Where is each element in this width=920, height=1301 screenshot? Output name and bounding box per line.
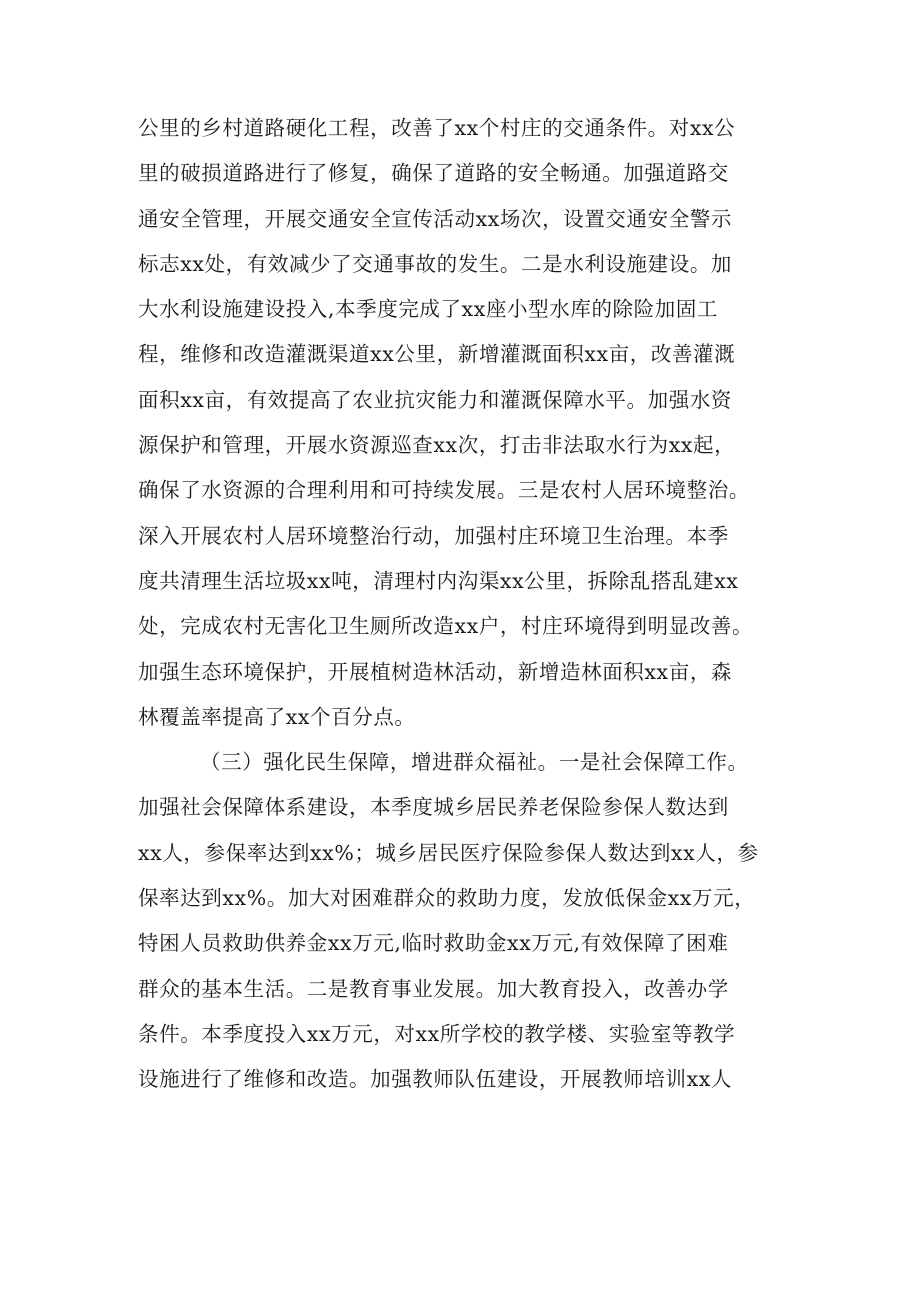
text-line: 通安全管理，开展交通安全宣传活动xx场次，设置交通安全警示 [138, 206, 733, 231]
text-line: 面积xx亩，有效提高了农业抗灾能力和灌溉保障水平。加强水资 [138, 387, 733, 412]
text-line: 特困人员救助供养金xx万元,临时救助金xx万元,有效保障了困难 [138, 931, 729, 956]
text-line: 设施进行了维修和改造。加强教师队伍建设，开展教师培训xx人 [138, 1067, 733, 1092]
text-line: 处，完成农村无害化卫生厕所改造xx户，村庄环境得到明显改善。 [138, 614, 754, 639]
text-line: 林覆盖率提高了xx个百分点。 [138, 704, 416, 729]
text-line: 度共清理生活垃圾xx吨，清理村内沟渠xx公里，拆除乱搭乱建xx [138, 568, 739, 593]
text-line: 公里的乡村道路硬化工程，改善了xx个村庄的交通条件。对xx公 [138, 116, 736, 140]
text-line: 程，维修和改造灌溉渠道xx公里，新增灌溉面积xx亩，改善灌溉 [138, 342, 736, 367]
text-line: 加强生态环境保护，开展植树造林活动，新增造林面积xx亩，森 [138, 659, 733, 684]
text-line: 里的破损道路进行了修复，确保了道路的安全畅通。加强道路交 [138, 161, 729, 186]
text-line: 确保了水资源的合理利用和可持续发展。三是农村人居环境整治。 [138, 478, 750, 503]
text-line: 保率达到xx%。加大对困难群众的救助力度，发放低保金xx万元， [138, 886, 756, 911]
text-line: 标志xx处，有效减少了交通事故的发生。二是水利设施建设。加 [138, 251, 733, 276]
text-line: 大水利设施建设投入,本季度完成了xx座小型水库的除险加固工 [138, 297, 719, 322]
text-line: 群众的基本生活。二是教育事业发展。加大教育投入，改善办学 [138, 976, 729, 1001]
text-line: 源保护和管理，开展水资源巡查xx次，打击非法取水行为xx起， [138, 433, 736, 458]
section-heading-line: （三）强化民生保障，增进群众福祉。一是社会保障工作。 [200, 750, 749, 775]
text-line: 加强社会保障体系建设，本季度城乡居民养老保险参保人数达到 [138, 795, 729, 820]
text-line: xx人，参保率达到xx%；城乡居民医疗保险参保人数达到xx人，参 [138, 840, 759, 865]
text-line: 深入开展农村人居环境整治行动，加强村庄环境卫生治理。本季 [138, 523, 729, 548]
body-text [138, 106, 798, 1103]
text-line: 条件。本季度投入xx万元，对xx所学校的教学楼、实验室等教学 [138, 1021, 736, 1046]
